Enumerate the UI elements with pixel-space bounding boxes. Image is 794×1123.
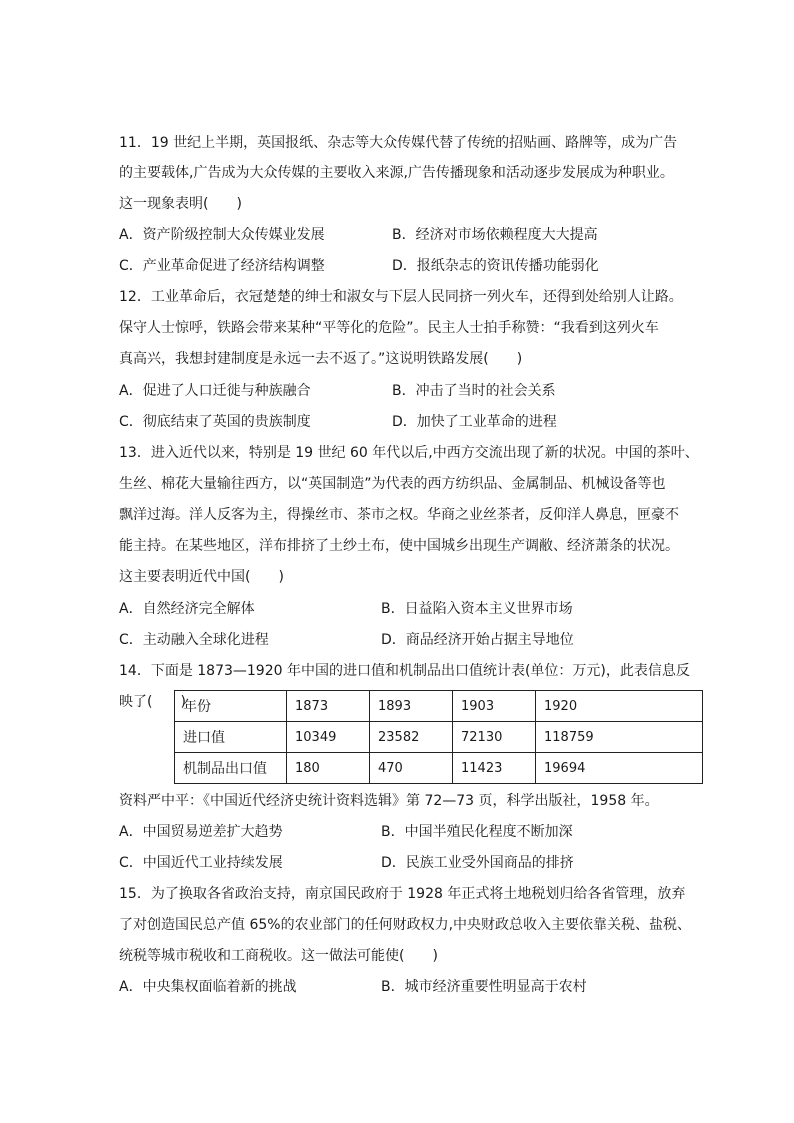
q15-stem-line-2: 了对创造国民总产值 65%的农业部门的任何财政权力,中央财政总收入主要依靠关税、盐税、 bbox=[119, 917, 692, 933]
q14-option-d: D．民族工业受外国商品的排挤 bbox=[381, 855, 574, 871]
table-row bbox=[175, 722, 703, 753]
q15-option-b: B．城市经济重要性明显高于农村 bbox=[381, 979, 587, 995]
table-cell: 118759 bbox=[536, 722, 703, 753]
q12-stem-line-2: 保守人士惊呼，铁路会带来某种“平等化的危险”。民主人士拍手称赞：“我看到这列火车 bbox=[119, 320, 659, 336]
q12-option-c: C．彻底结束了英国的贵族制度 bbox=[119, 414, 311, 430]
q14-stem-line-2: 映了( ) bbox=[119, 694, 186, 710]
q12-option-d: D．加快了工业革命的进程 bbox=[392, 414, 557, 430]
q15-stem-line-1: 15．为了换取各省政治支持，南京国民政府于 1928 年正式将土地税划归给各省管理，放弃 bbox=[119, 886, 686, 902]
q14-option-b: B．中国半殖民化程度不断加深 bbox=[381, 824, 573, 840]
q11-stem-line-2: 的主要载体,广告成为大众传媒的主要收入来源,广告传播现象和活动逐步发展成为种职业。 bbox=[119, 165, 674, 181]
q13-stem-line-3: 飘洋过海。洋人反客为主，得操丝市、茶市之权。华商之业丝茶者，反仰洋人鼻息，匣豪不 bbox=[119, 507, 679, 523]
q13-stem-line-4: 能主持。在某些地区，洋布排挤了土纱土布，使中国城乡出现生产调敝、经济萧条的状况。 bbox=[119, 538, 679, 554]
table-cell: 10349 bbox=[287, 722, 370, 753]
q11-option-c: C．产业革命促进了经济结构调整 bbox=[119, 258, 325, 274]
q14-stem-line-1: 14．下面是 1873—1920 年中国的进口值和机制品出口值统计表(单位：万元)，此表信息反 bbox=[119, 663, 690, 679]
table-cell: 1920 bbox=[536, 691, 703, 722]
q11-option-a: A．资产阶级控制大众传媒业发展 bbox=[119, 227, 325, 243]
table-cell: 年份 bbox=[175, 691, 287, 722]
q12-option-a: A．促进了人口迁徙与种族融合 bbox=[119, 383, 311, 399]
q13-option-b: B．日益陷入资本主义世界市场 bbox=[381, 601, 573, 617]
table-cell: 1873 bbox=[287, 691, 370, 722]
q12-stem-line-1: 12．工业革命后，衣冠楚楚的绅士和淑女与下层人民同挤一列火车，还得到处给别人让路。 bbox=[119, 289, 683, 305]
q13-stem-line-1: 13．进入近代以来，特别是 19 世纪 60 年代以后,中西方交流出现了新的状况。中国的茶叶、 bbox=[119, 445, 699, 461]
q14-option-c: C．中国近代工业持续发展 bbox=[119, 855, 283, 871]
import-export-table bbox=[174, 690, 703, 784]
table-cell: 机制品出口值 bbox=[175, 753, 287, 784]
q13-option-a: A．自然经济完全解体 bbox=[119, 601, 255, 617]
q15-option-a: A．中央集权面临着新的挑战 bbox=[119, 979, 297, 995]
table-header-row bbox=[175, 691, 703, 722]
table-cell: 1903 bbox=[453, 691, 536, 722]
table-cell: 1893 bbox=[370, 691, 453, 722]
q13-option-d: D．商品经济开始占据主导地位 bbox=[381, 632, 574, 648]
q14-source-note: 资料严中平：《中国近代经济史统计资料选辑》第 72—73 页，科学出版社，1958 年。 bbox=[119, 793, 659, 809]
q15-stem-line-3: 统税等城市税收和工商税收。这一做法可能使( ) bbox=[119, 948, 438, 964]
q13-option-c: C．主动融入全球化进程 bbox=[119, 632, 269, 648]
q13-stem-line-5: 这主要表明近代中国( ) bbox=[119, 569, 284, 585]
q12-stem-line-3: 真高兴，我想封建制度是永远一去不返了。”这说明铁路发展( ) bbox=[119, 351, 523, 367]
table-cell: 11423 bbox=[453, 753, 536, 784]
q13-stem-line-2: 生丝、棉花大量输往西方，以“英国制造”为代表的西方纺织品、金属制品、机械设备等也 bbox=[119, 476, 666, 492]
table-cell: 72130 bbox=[453, 722, 536, 753]
q11-stem-line-1: 11．19 世纪上半期，英国报纸、杂志等大众传媒代替了传统的招贴画、路牌等，成为广告 bbox=[119, 135, 678, 151]
table-cell: 180 bbox=[287, 753, 370, 784]
table-cell: 19694 bbox=[536, 753, 703, 784]
q11-option-b: B．经济对市场依赖程度大大提高 bbox=[392, 227, 598, 243]
table-cell: 470 bbox=[370, 753, 453, 784]
q11-stem-line-3: 这一现象表明( ) bbox=[119, 196, 242, 212]
table-cell: 进口值 bbox=[175, 722, 287, 753]
q11-option-d: D．报纸杂志的资讯传播功能弱化 bbox=[392, 258, 599, 274]
q12-option-b: B．冲击了当时的社会关系 bbox=[392, 383, 556, 399]
table-cell: 23582 bbox=[370, 722, 453, 753]
q14-option-a: A．中国贸易逆差扩大趋势 bbox=[119, 824, 283, 840]
table-row bbox=[175, 753, 703, 784]
